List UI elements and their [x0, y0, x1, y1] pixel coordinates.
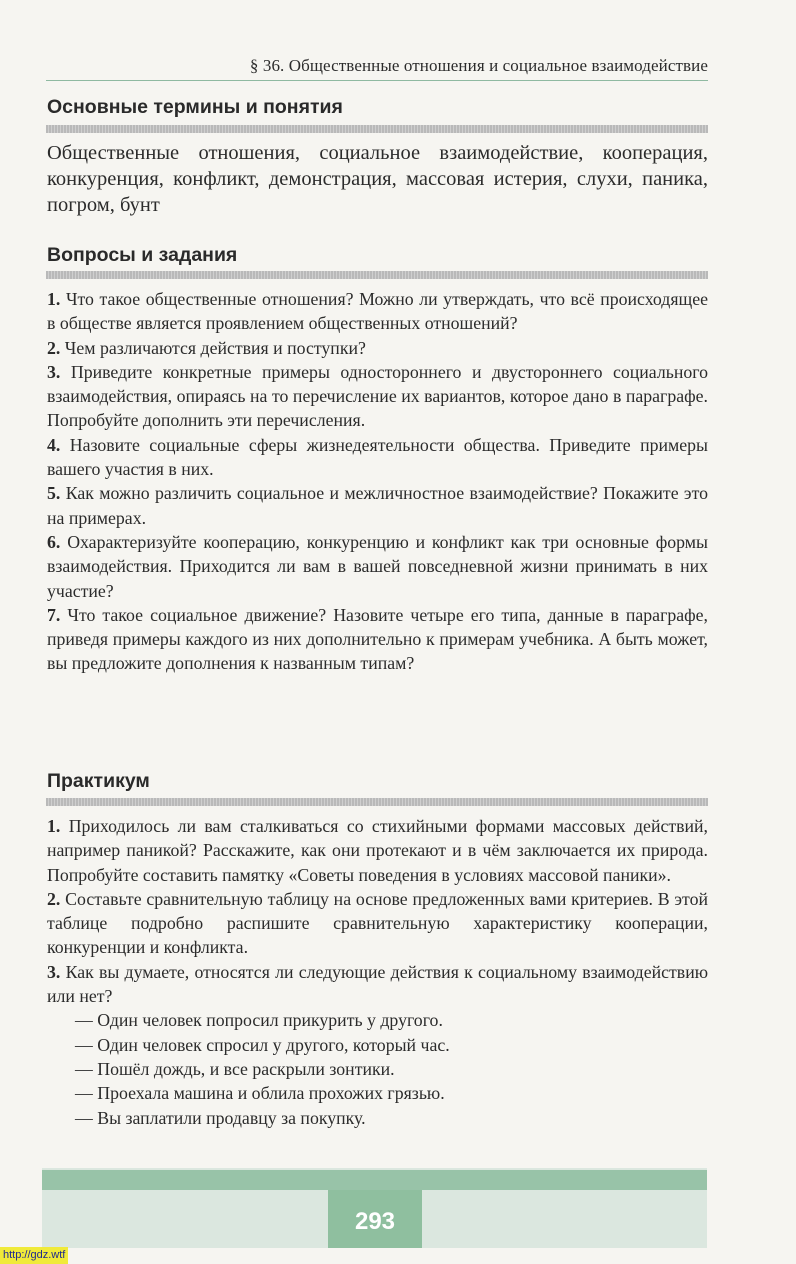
- practicum-heading-rule: [46, 798, 708, 806]
- practicum-text: Приходилось ли вам сталкиваться со стихийными формами массовых действий, например паникой? Расскажите, как они протекают и в чём заключается их природа. Попробуйте составить памятку «Советы поведения в условиях массовой паники».: [47, 816, 708, 885]
- question-number: 1.: [47, 289, 61, 309]
- practicum-text: Как вы думаете, относятся ли следующие действия к социальному взаимодействию или нет?: [47, 961, 708, 1007]
- question-text: Охарактеризуйте кооперацию, конкуренцию и конфликт как три основные формы взаимодействия. Приходится ли вам в вашей повседневной жизни принимать в них участие?: [47, 531, 708, 601]
- question-item: [47, 287, 708, 336]
- terms-heading-rule: [46, 125, 708, 133]
- question-item: [47, 336, 708, 360]
- question-number: 6.: [47, 531, 61, 552]
- footer-stripe: [42, 1170, 707, 1190]
- question-number: 4.: [47, 434, 61, 455]
- questions-heading: Вопросы и задания: [47, 244, 238, 266]
- practicum-item: [47, 960, 708, 1130]
- question-text: Приведите конкретные примеры одностороннего и двустороннего социального взаимодействия, опираясь на то перечисление их вариантов, которое дано в параграфе. Попробуйте дополнить эти перечисления.: [47, 361, 708, 431]
- running-head: § 36. Общественные отношения и социальное взаимодействие: [46, 56, 708, 81]
- question-text: Что такое социальное движение? Назовите четыре его типа, данные в параграфе, приведя примеры каждого из них дополнительно к примерам учебника. А быть может, вы предложите дополнения к названным типам?: [47, 604, 708, 674]
- practicum-number: 2.: [47, 888, 61, 909]
- example-item: — Пошёл дождь, и все раскрыли зонтики.: [75, 1058, 395, 1079]
- practicum-heading: Практикум: [47, 770, 150, 792]
- terms-text: Общественные отношения, социальное взаимодействие, кооперация, конкуренция, конфликт, демонстрация, массовая истерия, слухи, паника, погром, бунт: [47, 142, 708, 216]
- question-item: [47, 603, 708, 676]
- example-item: — Вы заплатили продавцу за покупку.: [75, 1107, 366, 1128]
- question-item: [47, 433, 708, 482]
- question-item: [47, 360, 708, 433]
- question-item: [47, 530, 708, 603]
- question-text: Чем различаются действия и поступки?: [64, 337, 366, 358]
- watermark-link[interactable]: http://gdz.wtf: [0, 1247, 68, 1264]
- examples-list: [47, 1008, 708, 1129]
- example-item: — Один человек спросил у другого, который час.: [75, 1034, 450, 1055]
- question-number: 5.: [47, 483, 61, 504]
- question-item: [47, 481, 708, 530]
- example-item: — Один человек попросил прикурить у другого.: [75, 1010, 443, 1031]
- question-text: Как можно различить социальное и межличностное взаимодействие? Покажите это на примерах.: [47, 483, 708, 528]
- question-text: Назовите социальные сферы жизнедеятельности общества. Приведите примеры вашего участия в них.: [47, 434, 708, 480]
- example-item: — Проехала машина и облила прохожих грязью.: [75, 1083, 445, 1104]
- practicum-list: [47, 814, 708, 1130]
- question-number: 2.: [47, 337, 61, 358]
- practicum-number: 3.: [47, 961, 61, 982]
- question-number: 7.: [47, 604, 61, 625]
- questions-list: [47, 287, 708, 676]
- page-number: 293: [354, 1208, 396, 1235]
- question-number: 3.: [47, 361, 61, 382]
- practicum-item: [47, 887, 708, 960]
- practicum-item: [47, 814, 708, 887]
- questions-heading-rule: [46, 271, 708, 279]
- practicum-text: Составьте сравнительную таблицу на основе предложенных вами критериев. В этой таблице подробно распишите сравнительную характеристику кооперации, конкуренции и конфликта.: [47, 888, 708, 958]
- terms-heading: Основные термины и понятия: [47, 96, 343, 118]
- question-text: Что такое общественные отношения? Можно ли утверждать, что всё происходящее в обществе является проявлением общественных отношений?: [47, 289, 708, 334]
- practicum-number: 1.: [47, 816, 61, 836]
